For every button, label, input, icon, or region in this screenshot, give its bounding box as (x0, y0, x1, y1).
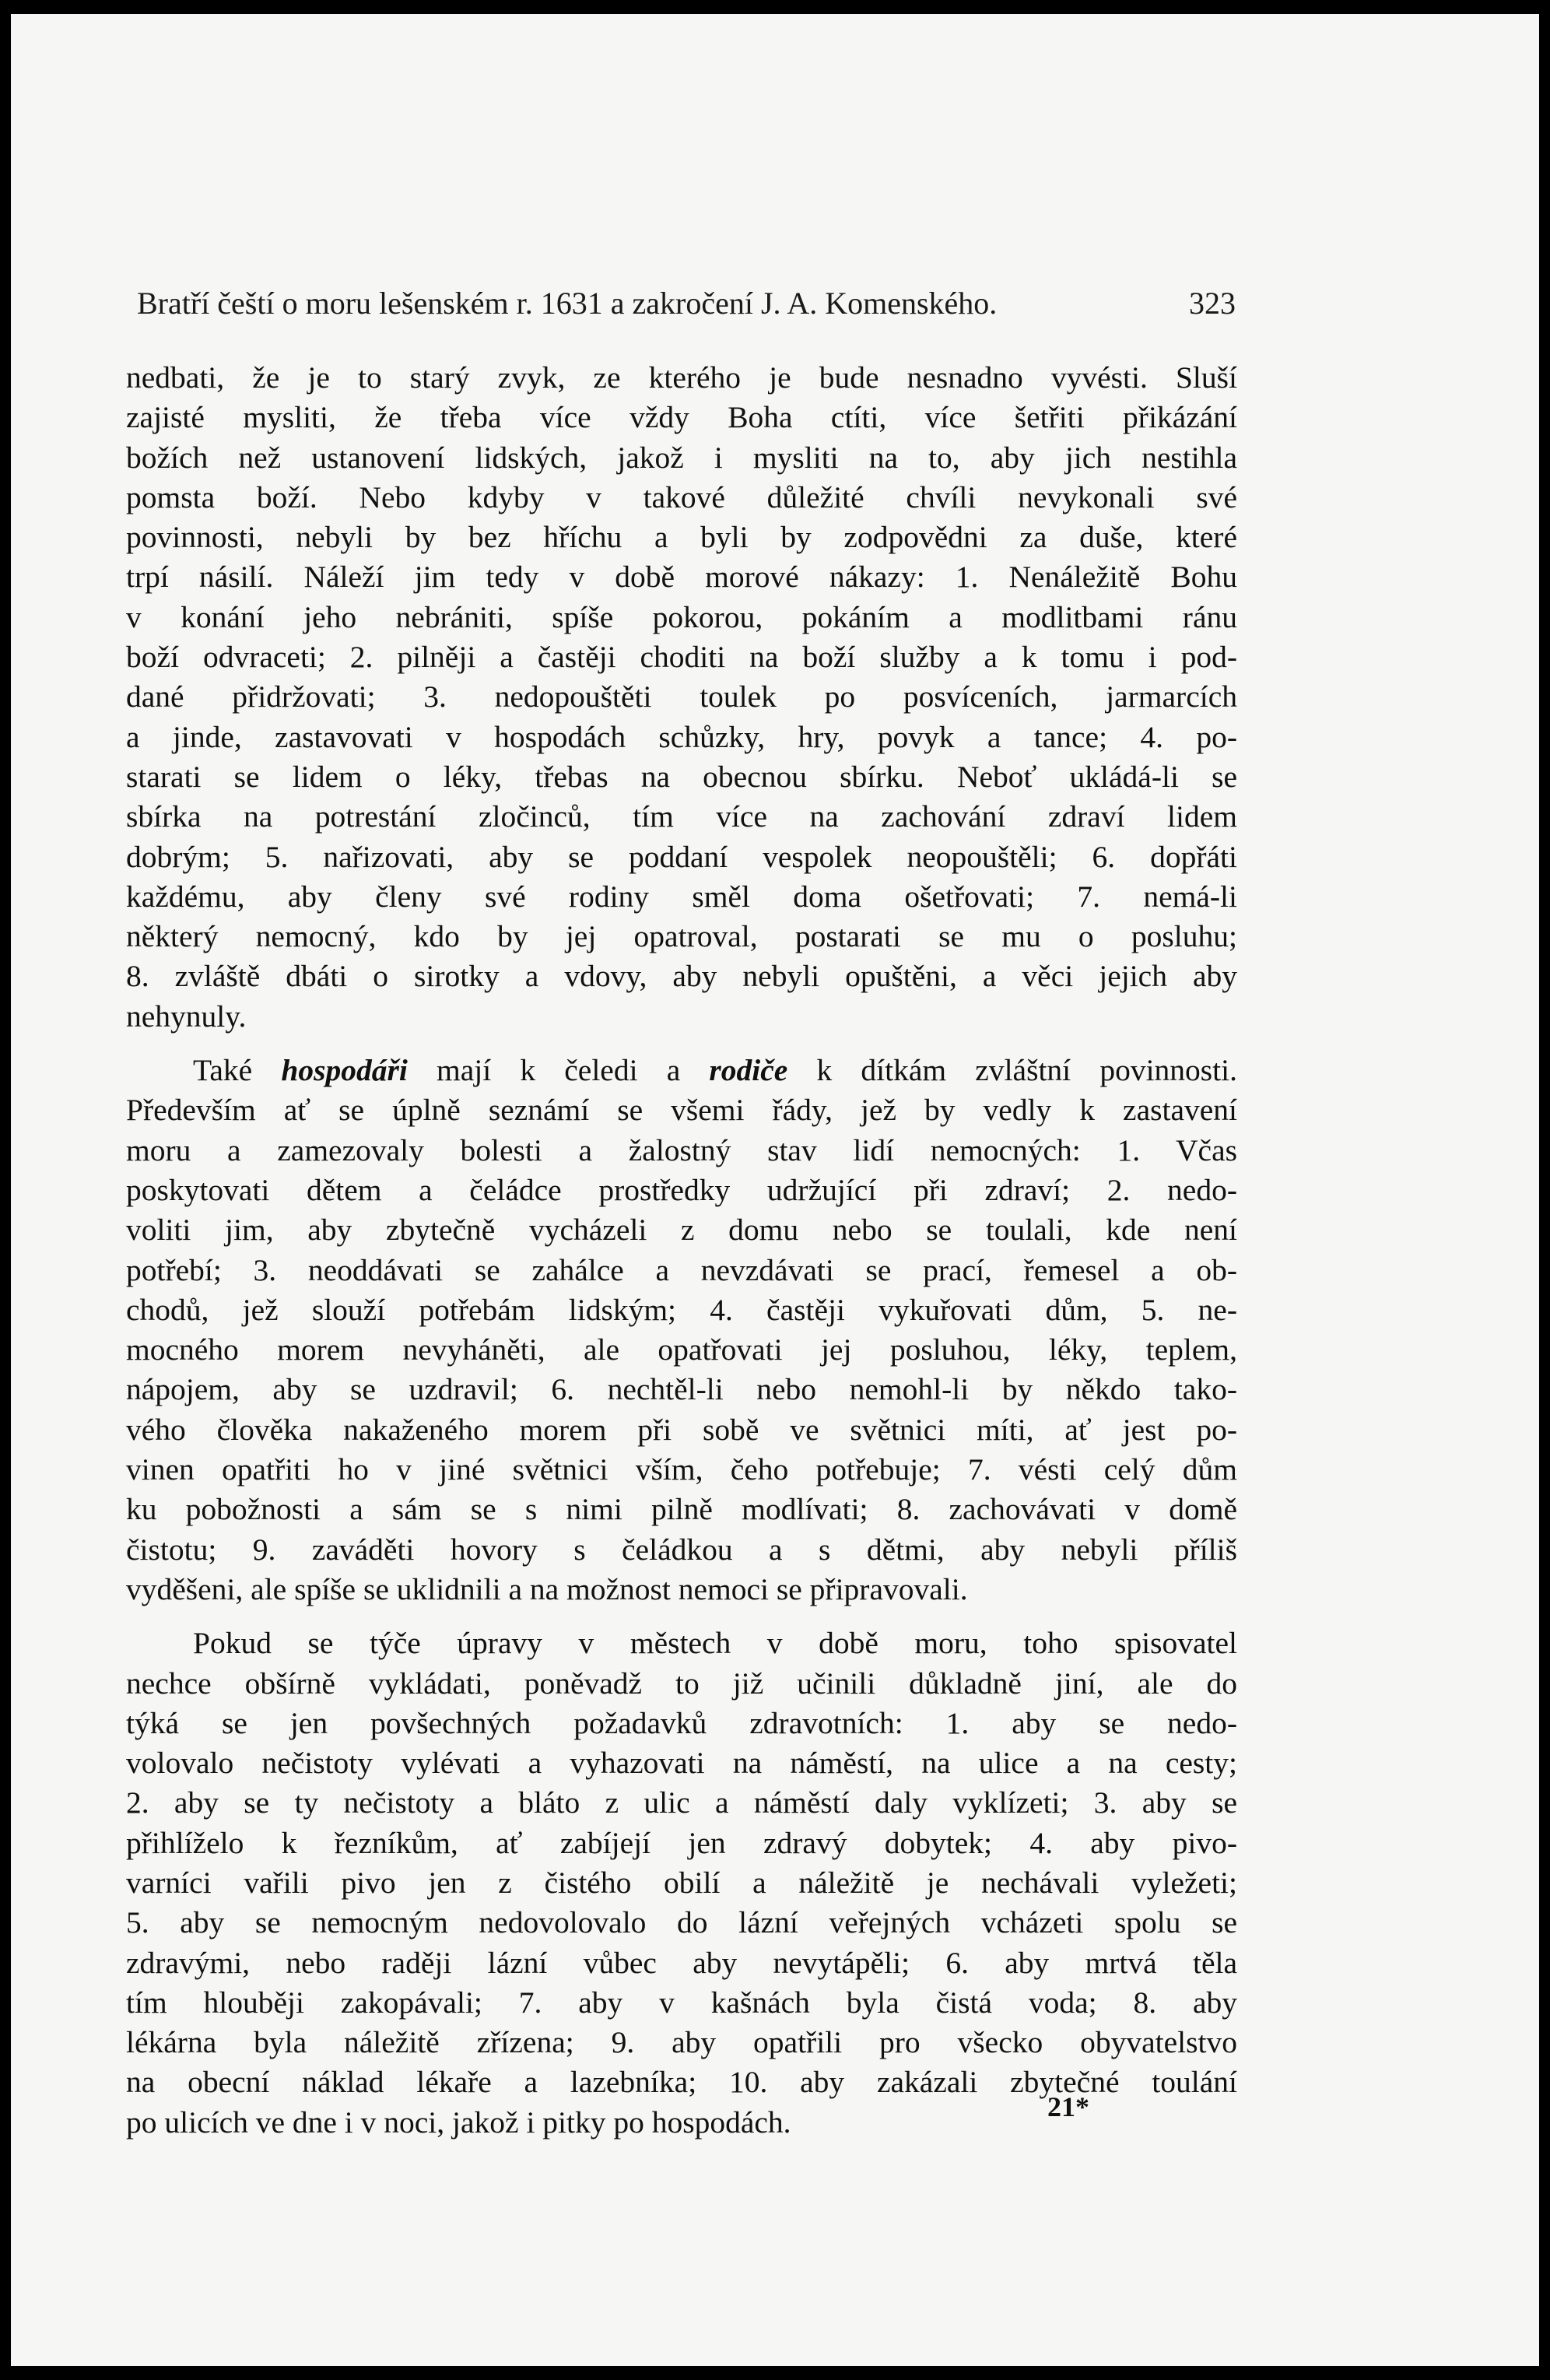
text-line: voliti jim, aby zbytečně vycházeli z domu nebo se toulali, kde není (126, 1213, 1237, 1248)
text-line: vinen opatřiti ho v jiné světnici vším, čeho potřebuje; 7. vésti celý dům (126, 1452, 1237, 1487)
text-line (126, 1051, 1237, 1090)
text-line: 5. aby se nemocným nedovolovalo do lázní veřejných vcházeti spolu se (126, 1905, 1237, 1940)
text-line: pomsta boží. Nebo kdyby v takové důležité chvíli nevykonali své (126, 479, 1237, 514)
text-line: některý nemocný, kdo by jej opatroval, postarati se mu o posluhu; (126, 919, 1237, 954)
text-line: na obecní náklad lékaře a lazebníka; 10. aby zakázali zbytečné toulání (126, 2065, 1237, 2100)
text-line: zdravými, nebo raději lázní vůbec aby nevytápěli; 6. aby mrtvá těla (126, 1945, 1237, 1980)
text-line: varníci vařili pivo jen z čistého obilí a náležitě je nechávali vyležeti; (126, 1865, 1237, 1900)
text-line: každému, aby členy své rodiny směl doma ošetřovati; 7. nemá-li (126, 879, 1237, 914)
text-line: nehynuly. (126, 999, 247, 1034)
paragraph-2 (126, 1051, 1237, 1609)
text-line: ku pobožnosti a sám se s nimi pilně modlívati; 8. zachovávati v domě (126, 1492, 1237, 1527)
text-line: sbírka na potrestání zločinců, tím více na zachování zdraví lidem (126, 799, 1237, 834)
running-header (137, 285, 1236, 321)
text-line: dobrým; 5. nařizovati, aby se poddaní vespolek neopouštěli; 6. dopřáti (126, 839, 1237, 874)
text-line: zajisté mysliti, že třeba více vždy Boha ctíti, více šetřiti přikázání (126, 400, 1237, 435)
text-line: moru a zamezovaly bolesti a žalostný stav lidí nemocných: 1. Včas (126, 1132, 1237, 1167)
page-number: 323 (1189, 286, 1236, 321)
emphasis-hospodari: hospodáři (281, 1053, 408, 1088)
text-line: potřebí; 3. neoddávati se zahálce a nevzdávati se prací, řemesel a ob- (126, 1252, 1237, 1287)
text-line: dané přidržovati; 3. nedopouštěti toulek po posvíceních, jarmarcích (126, 679, 1237, 714)
text-line: starati se lidem o léky, třebas na obecnou sbírku. Neboť ukládá-li se (126, 759, 1237, 794)
text-line: po ulicích ve dne i v noci, jakož i pitky po hospodách. (126, 2104, 791, 2140)
paragraph-3 (126, 1624, 1237, 2143)
book-page (11, 14, 1539, 2366)
text-line: božích než ustanovení lidských, jakož i mysliti na to, aby jich nestihla (126, 440, 1237, 475)
signature-mark: 21* (1047, 2091, 1089, 2122)
text-line: mocného morem nevyháněti, ale opatřovati jej posluhou, léky, teplem, (126, 1332, 1237, 1367)
emphasis-rodice: rodiče (709, 1053, 788, 1088)
text-run: Také (193, 1053, 282, 1088)
text-line: nedbati, že je to starý zvyk, ze kterého je bude nesnadno vyvésti. Sluší (126, 360, 1237, 395)
text-line: tím hlouběji zakopávali; 7. aby v kašnách byla čistá voda; 8. aby (126, 1985, 1237, 2020)
text-line: boží odvraceti; 2. pilněji a častěji choditi na boží služby a k tomu i pod- (126, 640, 1237, 675)
text-line: Pokud se týče úpravy v městech v době moru, toho spisovatel (193, 1626, 1237, 1661)
text-line: volovalo nečistoty vylévati a vyhazovati na náměstí, na ulice a na cesty; (126, 1746, 1237, 1781)
text-line: nechce obšírně vykládati, poněvadž to již učinili důkladně jiní, ale do (126, 1666, 1237, 1701)
text-line: poskytovati dětem a čeládce prostředky udržující při zdraví; 2. nedo- (126, 1172, 1237, 1207)
header-title: Bratří čeští o moru lešenském r. 1631 a zakročení J. A. Komenského. (137, 286, 998, 321)
text-line: nápojem, aby se uzdravil; 6. nechtěl-li nebo nemohl-li by někdo tako- (126, 1372, 1237, 1407)
text-line: chodů, jež slouží potřebám lidským; 4. častěji vykuřovati dům, 5. ne- (126, 1292, 1237, 1327)
text-line: a jinde, zastavovati v hospodách schůzky, hry, povyk a tance; 4. po- (126, 719, 1237, 754)
text-line: Především ať se úplně seznámí se všemi řády, jež by vedly k zastavení (126, 1093, 1237, 1128)
text-line: vého člověka nakaženého morem při sobě ve světnici míti, ať jest po- (126, 1412, 1237, 1447)
text-line: lékárna byla náležitě zřízena; 9. aby opatřili pro všecko obyvatelstvo (126, 2025, 1237, 2060)
text-run: k dítkám zvláštní povinnosti. (787, 1053, 1237, 1088)
text-line: v konání jeho nebrániti, spíše pokorou, pokáním a modlitbami ránu (126, 599, 1237, 634)
text-line: čistotu; 9. zaváděti hovory s čeládkou a s dětmi, aby nebyli příliš (126, 1532, 1237, 1567)
body-text (126, 358, 1237, 2143)
text-line: povinnosti, nebyli by bez hříchu a byli by zodpovědni za duše, které (126, 520, 1237, 555)
text-line: týká se jen povšechných požadavků zdravotních: 1. aby se nedo- (126, 1705, 1237, 1740)
text-line: 2. aby se ty nečistoty a bláto z ulic a náměstí daly vyklízeti; 3. aby se (126, 1785, 1237, 1820)
paragraph-1 (126, 358, 1237, 1037)
text-run: mají k čeledi a (407, 1053, 710, 1088)
text-line: trpí násilí. Náleží jim tedy v době morové nákazy: 1. Nenáležitě Bohu (126, 560, 1237, 595)
text-line: přihlíželo k řezníkům, ať zabíjejí jen zdravý dobytek; 4. aby pivo- (126, 1825, 1237, 1860)
text-line: vyděšeni, ale spíše se uklidnili a na možnost nemoci se připravovali. (126, 1571, 968, 1606)
text-line: 8. zvláště dbáti o sirotky a vdovy, aby nebyli opuštěni, a věci jejich aby (126, 959, 1237, 994)
